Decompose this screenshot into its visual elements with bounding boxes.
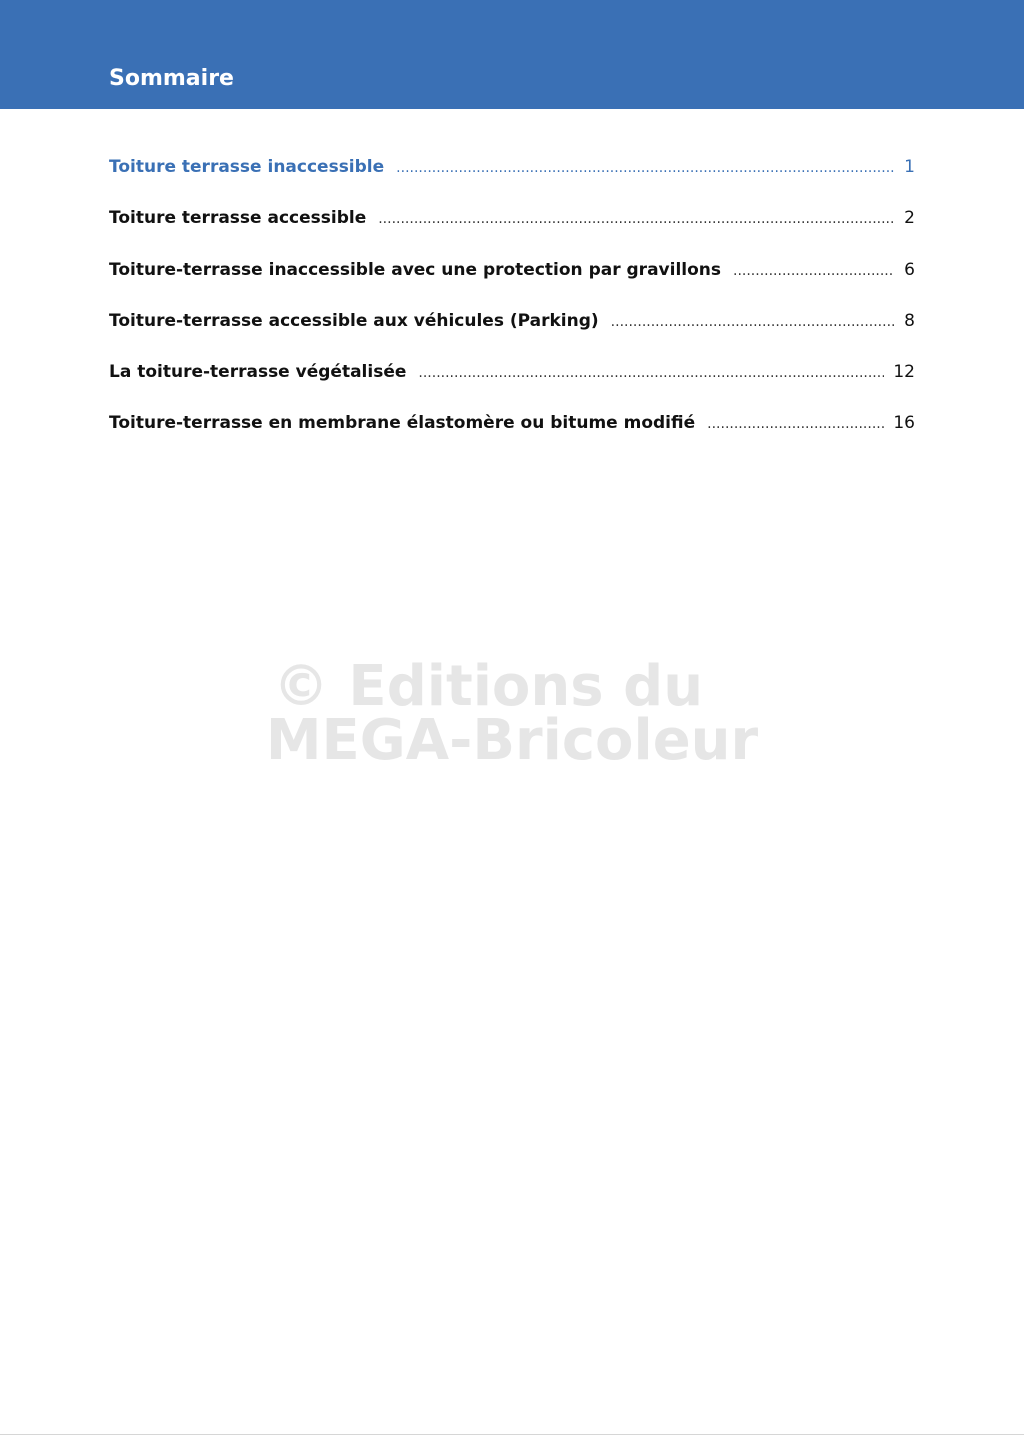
toc-entry[interactable] — [109, 208, 915, 259]
toc-page-number: 6 — [904, 259, 915, 280]
toc-entry-title: Toiture terrasse inaccessible — [109, 157, 385, 177]
toc-entry-title: Toiture-terrasse accessible aux véhicules (Parking) — [109, 310, 599, 331]
toc-dot-leader — [733, 263, 894, 279]
toc-page-number: 1 — [904, 157, 915, 177]
toc-entry-title: La toiture-terrasse végétalisée — [109, 362, 407, 383]
toc-page-number: 12 — [893, 362, 915, 383]
toc-page-number: 8 — [904, 310, 915, 331]
table-of-contents — [109, 157, 915, 465]
toc-entry[interactable] — [109, 311, 915, 362]
toc-entry[interactable] — [109, 413, 915, 464]
toc-entry[interactable] — [109, 260, 915, 311]
toc-entry-title: Toiture terrasse accessible — [109, 208, 367, 229]
toc-dot-leader — [611, 314, 894, 330]
header-band — [0, 0, 1024, 109]
toc-entry[interactable] — [109, 157, 915, 208]
toc-dot-leader — [418, 365, 884, 381]
toc-entry[interactable] — [109, 362, 915, 413]
toc-entry-title: Toiture-terrasse en membrane élastomère ou bitume modifié — [109, 413, 696, 434]
page-title: Sommaire — [109, 66, 234, 91]
toc-entry-title: Toiture-terrasse inaccessible avec une protection par gravillons — [109, 259, 721, 280]
copyright-watermark — [0, 654, 1024, 773]
toc-page-number: 16 — [893, 413, 915, 434]
watermark-line-1: © Editions du — [272, 654, 704, 719]
toc-dot-leader — [396, 160, 894, 176]
toc-dot-leader — [378, 211, 894, 227]
toc-page-number: 2 — [904, 208, 915, 229]
watermark-line-2: MEGA-Bricoleur — [265, 708, 759, 773]
page-bottom-divider — [0, 1434, 1024, 1435]
toc-dot-leader — [707, 416, 884, 432]
